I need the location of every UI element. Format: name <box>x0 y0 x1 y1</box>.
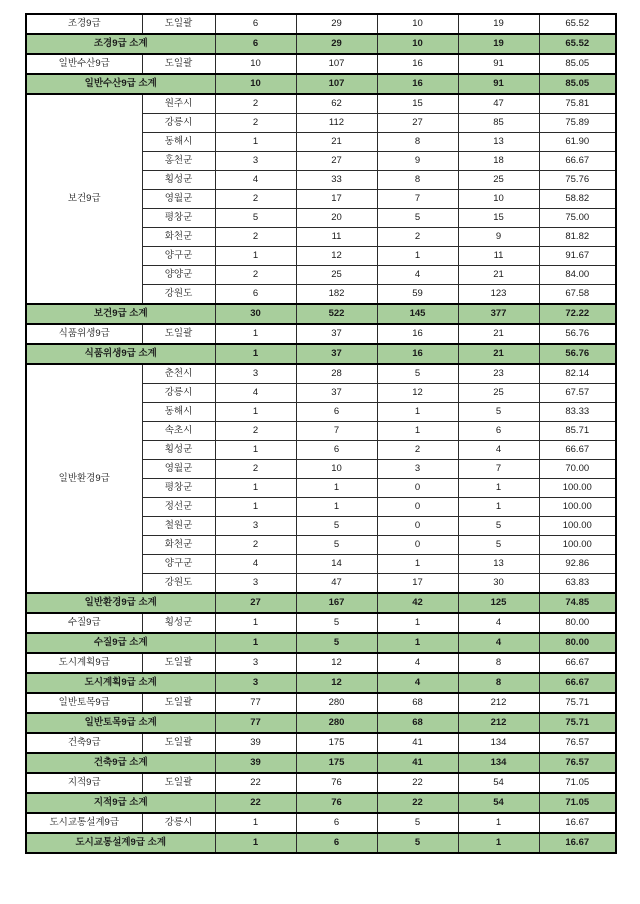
subtotal-value-cell: 39 <box>215 753 296 773</box>
value-cell: 10 <box>215 54 296 74</box>
subtotal-value-cell: 54 <box>458 793 539 813</box>
subtotal-value-cell: 3 <box>215 673 296 693</box>
subtotal-label: 도시교통설계9급 소계 <box>26 833 215 853</box>
region-cell: 동해시 <box>142 133 215 152</box>
table-row <box>26 613 616 633</box>
subtotal-value-cell: 4 <box>458 633 539 653</box>
subtotal-value-cell: 4 <box>377 673 458 693</box>
value-cell: 4 <box>215 555 296 574</box>
subtotal-row <box>26 344 616 364</box>
value-cell: 70.00 <box>539 460 616 479</box>
subtotal-value-cell: 68 <box>377 713 458 733</box>
subtotal-value-cell: 1 <box>458 833 539 853</box>
value-cell: 182 <box>296 285 377 305</box>
value-cell: 65.52 <box>539 14 616 34</box>
value-cell: 5 <box>377 813 458 833</box>
subtotal-value-cell: 41 <box>377 753 458 773</box>
category-cell: 건축9급 <box>26 733 142 753</box>
subtotal-label: 도시계획9급 소계 <box>26 673 215 693</box>
value-cell: 5 <box>458 403 539 422</box>
value-cell: 28 <box>296 364 377 384</box>
value-cell: 3 <box>215 653 296 673</box>
value-cell: 19 <box>458 14 539 34</box>
category-cell: 수질9급 <box>26 613 142 633</box>
subtotal-value-cell: 66.67 <box>539 673 616 693</box>
value-cell: 1 <box>377 403 458 422</box>
value-cell: 85 <box>458 114 539 133</box>
value-cell: 10 <box>458 190 539 209</box>
table-row <box>26 733 616 753</box>
value-cell: 71.05 <box>539 773 616 793</box>
region-cell: 강릉시 <box>142 813 215 833</box>
value-cell: 37 <box>296 384 377 403</box>
subtotal-value-cell: 107 <box>296 74 377 94</box>
value-cell: 4 <box>215 384 296 403</box>
subtotal-label: 수질9급 소계 <box>26 633 215 653</box>
category-cell: 조경9급 <box>26 14 142 34</box>
subtotal-label: 식품위생9급 소계 <box>26 344 215 364</box>
subtotal-row <box>26 304 616 324</box>
value-cell: 2 <box>215 190 296 209</box>
value-cell: 12 <box>296 247 377 266</box>
value-cell: 33 <box>296 171 377 190</box>
region-cell: 도일괄 <box>142 14 215 34</box>
region-cell: 횡성군 <box>142 613 215 633</box>
region-cell: 속초시 <box>142 422 215 441</box>
region-cell: 양구군 <box>142 555 215 574</box>
value-cell: 1 <box>215 133 296 152</box>
value-cell: 3 <box>215 517 296 536</box>
value-cell: 2 <box>215 536 296 555</box>
value-cell: 0 <box>377 536 458 555</box>
region-cell: 횡성군 <box>142 441 215 460</box>
value-cell: 75.71 <box>539 693 616 713</box>
value-cell: 23 <box>458 364 539 384</box>
value-cell: 56.76 <box>539 324 616 344</box>
value-cell: 175 <box>296 733 377 753</box>
subtotal-label: 보건9급 소계 <box>26 304 215 324</box>
value-cell: 47 <box>296 574 377 594</box>
region-cell: 철원군 <box>142 517 215 536</box>
value-cell: 63.83 <box>539 574 616 594</box>
subtotal-row <box>26 34 616 54</box>
value-cell: 83.33 <box>539 403 616 422</box>
region-cell: 춘천시 <box>142 364 215 384</box>
region-cell: 강릉시 <box>142 384 215 403</box>
value-cell: 30 <box>458 574 539 594</box>
value-cell: 100.00 <box>539 479 616 498</box>
value-cell: 21 <box>296 133 377 152</box>
value-cell: 1 <box>377 422 458 441</box>
subtotal-value-cell: 1 <box>215 633 296 653</box>
subtotal-row <box>26 74 616 94</box>
category-cell: 보건9급 <box>26 94 142 304</box>
value-cell: 5 <box>458 536 539 555</box>
value-cell: 61.90 <box>539 133 616 152</box>
region-cell: 도일괄 <box>142 733 215 753</box>
subtotal-value-cell: 71.05 <box>539 793 616 813</box>
value-cell: 25 <box>458 384 539 403</box>
value-cell: 67.57 <box>539 384 616 403</box>
value-cell: 107 <box>296 54 377 74</box>
value-cell: 17 <box>296 190 377 209</box>
value-cell: 12 <box>296 653 377 673</box>
value-cell: 91.67 <box>539 247 616 266</box>
value-cell: 37 <box>296 324 377 344</box>
subtotal-row <box>26 753 616 773</box>
subtotal-value-cell: 22 <box>377 793 458 813</box>
value-cell: 6 <box>296 441 377 460</box>
value-cell: 16 <box>377 324 458 344</box>
value-cell: 6 <box>215 14 296 34</box>
value-cell: 4 <box>458 441 539 460</box>
value-cell: 54 <box>458 773 539 793</box>
value-cell: 5 <box>296 517 377 536</box>
value-cell: 1 <box>377 247 458 266</box>
value-cell: 100.00 <box>539 498 616 517</box>
value-cell: 212 <box>458 693 539 713</box>
value-cell: 1 <box>458 479 539 498</box>
value-cell: 10 <box>377 14 458 34</box>
value-cell: 4 <box>215 171 296 190</box>
table-row <box>26 324 616 344</box>
region-cell: 화천군 <box>142 228 215 247</box>
value-cell: 2 <box>215 94 296 114</box>
region-cell: 도일괄 <box>142 653 215 673</box>
value-cell: 100.00 <box>539 517 616 536</box>
subtotal-value-cell: 5 <box>296 633 377 653</box>
value-cell: 2 <box>215 422 296 441</box>
value-cell: 75.81 <box>539 94 616 114</box>
value-cell: 82.14 <box>539 364 616 384</box>
exam-statistics-table <box>25 13 617 854</box>
value-cell: 3 <box>377 460 458 479</box>
table-row <box>26 364 616 384</box>
value-cell: 1 <box>458 498 539 517</box>
value-cell: 8 <box>458 653 539 673</box>
value-cell: 17 <box>377 574 458 594</box>
value-cell: 1 <box>296 479 377 498</box>
region-cell: 정선군 <box>142 498 215 517</box>
subtotal-value-cell: 85.05 <box>539 74 616 94</box>
subtotal-value-cell: 175 <box>296 753 377 773</box>
value-cell: 25 <box>296 266 377 285</box>
subtotal-value-cell: 21 <box>458 344 539 364</box>
subtotal-value-cell: 10 <box>377 34 458 54</box>
value-cell: 68 <box>377 693 458 713</box>
category-cell: 식품위생9급 <box>26 324 142 344</box>
category-cell: 도시교통설계9급 <box>26 813 142 833</box>
value-cell: 4 <box>377 653 458 673</box>
value-cell: 66.67 <box>539 441 616 460</box>
value-cell: 5 <box>377 209 458 228</box>
value-cell: 5 <box>377 364 458 384</box>
subtotal-value-cell: 29 <box>296 34 377 54</box>
value-cell: 67.58 <box>539 285 616 305</box>
value-cell: 7 <box>458 460 539 479</box>
table-row <box>26 653 616 673</box>
subtotal-label: 조경9급 소계 <box>26 34 215 54</box>
subtotal-value-cell: 37 <box>296 344 377 364</box>
value-cell: 13 <box>458 555 539 574</box>
value-cell: 1 <box>215 441 296 460</box>
subtotal-value-cell: 65.52 <box>539 34 616 54</box>
subtotal-value-cell: 145 <box>377 304 458 324</box>
subtotal-value-cell: 6 <box>296 833 377 853</box>
subtotal-row <box>26 793 616 813</box>
value-cell: 76 <box>296 773 377 793</box>
subtotal-value-cell: 56.76 <box>539 344 616 364</box>
region-cell: 양구군 <box>142 247 215 266</box>
value-cell: 81.82 <box>539 228 616 247</box>
region-cell: 강원도 <box>142 285 215 305</box>
category-cell: 일반수산9급 <box>26 54 142 74</box>
value-cell: 1 <box>215 403 296 422</box>
table-row <box>26 773 616 793</box>
value-cell: 6 <box>215 285 296 305</box>
subtotal-value-cell: 5 <box>377 833 458 853</box>
value-cell: 0 <box>377 517 458 536</box>
subtotal-value-cell: 1 <box>215 833 296 853</box>
value-cell: 9 <box>377 152 458 171</box>
value-cell: 15 <box>377 94 458 114</box>
category-cell: 일반환경9급 <box>26 364 142 593</box>
value-cell: 27 <box>377 114 458 133</box>
value-cell: 1 <box>296 498 377 517</box>
value-cell: 2 <box>215 114 296 133</box>
value-cell: 21 <box>458 324 539 344</box>
subtotal-label: 일반수산9급 소계 <box>26 74 215 94</box>
value-cell: 18 <box>458 152 539 171</box>
value-cell: 280 <box>296 693 377 713</box>
value-cell: 6 <box>296 813 377 833</box>
subtotal-row <box>26 633 616 653</box>
category-cell: 일반토목9급 <box>26 693 142 713</box>
value-cell: 20 <box>296 209 377 228</box>
value-cell: 75.76 <box>539 171 616 190</box>
value-cell: 85.05 <box>539 54 616 74</box>
subtotal-value-cell: 1 <box>377 633 458 653</box>
region-cell: 동해시 <box>142 403 215 422</box>
region-cell: 영월군 <box>142 190 215 209</box>
region-cell: 강원도 <box>142 574 215 594</box>
subtotal-value-cell: 19 <box>458 34 539 54</box>
value-cell: 80.00 <box>539 613 616 633</box>
subtotal-value-cell: 16 <box>377 74 458 94</box>
subtotal-value-cell: 212 <box>458 713 539 733</box>
value-cell: 10 <box>296 460 377 479</box>
value-cell: 5 <box>296 536 377 555</box>
subtotal-value-cell: 16 <box>377 344 458 364</box>
region-cell: 도일괄 <box>142 693 215 713</box>
value-cell: 1 <box>377 613 458 633</box>
table-row <box>26 94 616 114</box>
value-cell: 75.00 <box>539 209 616 228</box>
table-page <box>25 13 615 854</box>
subtotal-row <box>26 713 616 733</box>
subtotal-value-cell: 72.22 <box>539 304 616 324</box>
subtotal-row <box>26 833 616 853</box>
subtotal-value-cell: 125 <box>458 593 539 613</box>
subtotal-value-cell: 30 <box>215 304 296 324</box>
category-cell: 도시계획9급 <box>26 653 142 673</box>
region-cell: 평창군 <box>142 209 215 228</box>
value-cell: 8 <box>377 171 458 190</box>
subtotal-value-cell: 1 <box>215 344 296 364</box>
region-cell: 도일괄 <box>142 324 215 344</box>
region-cell: 도일괄 <box>142 54 215 74</box>
subtotal-label: 일반토목9급 소계 <box>26 713 215 733</box>
subtotal-value-cell: 167 <box>296 593 377 613</box>
value-cell: 9 <box>458 228 539 247</box>
value-cell: 0 <box>377 498 458 517</box>
subtotal-value-cell: 42 <box>377 593 458 613</box>
value-cell: 15 <box>458 209 539 228</box>
region-cell: 횡성군 <box>142 171 215 190</box>
value-cell: 11 <box>458 247 539 266</box>
table-row <box>26 54 616 74</box>
region-cell: 화천군 <box>142 536 215 555</box>
value-cell: 5 <box>215 209 296 228</box>
value-cell: 25 <box>458 171 539 190</box>
value-cell: 75.89 <box>539 114 616 133</box>
value-cell: 91 <box>458 54 539 74</box>
value-cell: 12 <box>377 384 458 403</box>
value-cell: 1 <box>215 813 296 833</box>
subtotal-value-cell: 6 <box>215 34 296 54</box>
value-cell: 1 <box>215 498 296 517</box>
value-cell: 123 <box>458 285 539 305</box>
value-cell: 16.67 <box>539 813 616 833</box>
subtotal-value-cell: 77 <box>215 713 296 733</box>
subtotal-value-cell: 522 <box>296 304 377 324</box>
value-cell: 29 <box>296 14 377 34</box>
subtotal-value-cell: 27 <box>215 593 296 613</box>
region-cell: 도일괄 <box>142 773 215 793</box>
region-cell: 평창군 <box>142 479 215 498</box>
value-cell: 66.67 <box>539 653 616 673</box>
value-cell: 100.00 <box>539 536 616 555</box>
value-cell: 1 <box>215 613 296 633</box>
subtotal-value-cell: 16.67 <box>539 833 616 853</box>
value-cell: 84.00 <box>539 266 616 285</box>
value-cell: 0 <box>377 479 458 498</box>
value-cell: 11 <box>296 228 377 247</box>
value-cell: 13 <box>458 133 539 152</box>
subtotal-value-cell: 280 <box>296 713 377 733</box>
subtotal-value-cell: 76 <box>296 793 377 813</box>
value-cell: 62 <box>296 94 377 114</box>
value-cell: 2 <box>215 460 296 479</box>
subtotal-value-cell: 76.57 <box>539 753 616 773</box>
subtotal-value-cell: 74.85 <box>539 593 616 613</box>
table-body <box>26 14 616 853</box>
value-cell: 66.67 <box>539 152 616 171</box>
subtotal-value-cell: 91 <box>458 74 539 94</box>
subtotal-row <box>26 673 616 693</box>
subtotal-value-cell: 12 <box>296 673 377 693</box>
subtotal-value-cell: 377 <box>458 304 539 324</box>
subtotal-label: 일반환경9급 소계 <box>26 593 215 613</box>
subtotal-label: 지적9급 소계 <box>26 793 215 813</box>
value-cell: 3 <box>215 152 296 171</box>
table-row <box>26 693 616 713</box>
value-cell: 3 <box>215 574 296 594</box>
value-cell: 112 <box>296 114 377 133</box>
value-cell: 59 <box>377 285 458 305</box>
value-cell: 76.57 <box>539 733 616 753</box>
table-row <box>26 813 616 833</box>
region-cell: 양양군 <box>142 266 215 285</box>
value-cell: 58.82 <box>539 190 616 209</box>
subtotal-value-cell: 80.00 <box>539 633 616 653</box>
value-cell: 5 <box>458 517 539 536</box>
value-cell: 1 <box>215 247 296 266</box>
subtotal-value-cell: 22 <box>215 793 296 813</box>
value-cell: 2 <box>377 441 458 460</box>
value-cell: 22 <box>377 773 458 793</box>
subtotal-value-cell: 134 <box>458 753 539 773</box>
value-cell: 134 <box>458 733 539 753</box>
value-cell: 47 <box>458 94 539 114</box>
value-cell: 7 <box>296 422 377 441</box>
value-cell: 5 <box>296 613 377 633</box>
value-cell: 39 <box>215 733 296 753</box>
value-cell: 1 <box>458 813 539 833</box>
value-cell: 4 <box>377 266 458 285</box>
region-cell: 강릉시 <box>142 114 215 133</box>
region-cell: 원주시 <box>142 94 215 114</box>
value-cell: 41 <box>377 733 458 753</box>
subtotal-value-cell: 8 <box>458 673 539 693</box>
value-cell: 3 <box>215 364 296 384</box>
value-cell: 22 <box>215 773 296 793</box>
subtotal-label: 건축9급 소계 <box>26 753 215 773</box>
value-cell: 1 <box>215 324 296 344</box>
table-row <box>26 14 616 34</box>
value-cell: 92.86 <box>539 555 616 574</box>
value-cell: 77 <box>215 693 296 713</box>
value-cell: 1 <box>215 479 296 498</box>
value-cell: 2 <box>215 266 296 285</box>
region-cell: 영월군 <box>142 460 215 479</box>
subtotal-value-cell: 10 <box>215 74 296 94</box>
region-cell: 홍천군 <box>142 152 215 171</box>
value-cell: 27 <box>296 152 377 171</box>
value-cell: 2 <box>215 228 296 247</box>
value-cell: 7 <box>377 190 458 209</box>
value-cell: 6 <box>458 422 539 441</box>
value-cell: 2 <box>377 228 458 247</box>
value-cell: 14 <box>296 555 377 574</box>
value-cell: 6 <box>296 403 377 422</box>
subtotal-row <box>26 593 616 613</box>
value-cell: 4 <box>458 613 539 633</box>
value-cell: 8 <box>377 133 458 152</box>
value-cell: 85.71 <box>539 422 616 441</box>
value-cell: 1 <box>377 555 458 574</box>
value-cell: 21 <box>458 266 539 285</box>
category-cell: 지적9급 <box>26 773 142 793</box>
subtotal-value-cell: 75.71 <box>539 713 616 733</box>
value-cell: 16 <box>377 54 458 74</box>
